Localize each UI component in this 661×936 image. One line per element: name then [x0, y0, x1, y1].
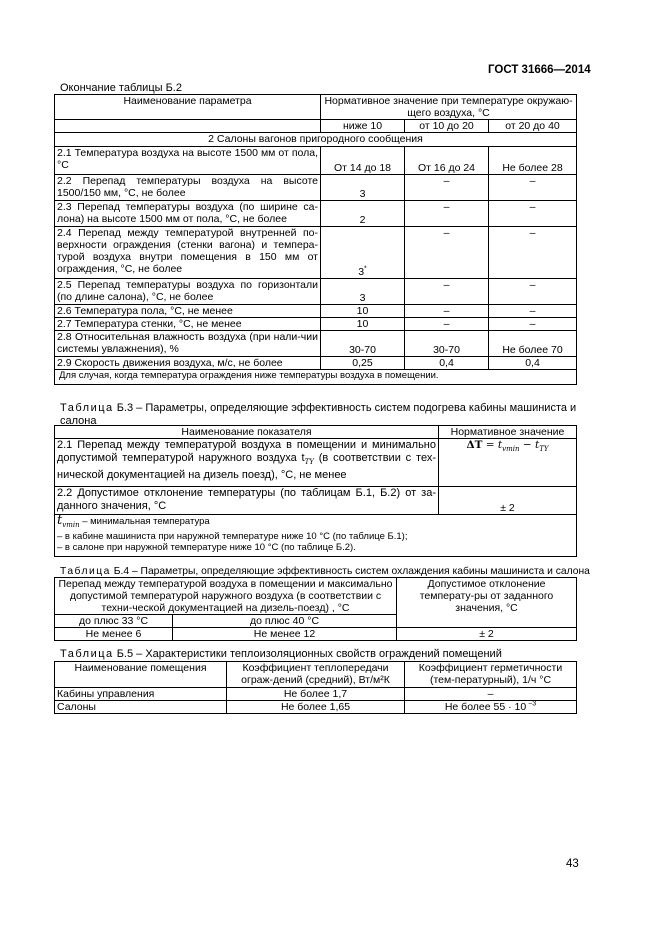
- table-b5-header-room: Наименование помещения: [55, 662, 227, 688]
- table-b2-header-norm: Нормативное значение при температуре окружаю-щего воздуха, °С: [321, 95, 577, 120]
- note-symbol: t: [57, 513, 63, 528]
- table-row: [55, 628, 577, 641]
- value-below10: 3: [321, 175, 405, 201]
- value-below10: 2: [321, 201, 405, 227]
- table-b2-continuation-label: Окончание таблицы Б.2: [60, 82, 182, 94]
- table-b4-sub-33: до плюс 33 °С: [55, 615, 173, 628]
- table-b4-header-deviation: Допустимое отклонение температу-ры от заданного значения, °С: [397, 578, 577, 628]
- table-b2-header-20-40: от 20 до 40: [489, 120, 577, 133]
- value-20-40: –: [489, 279, 577, 305]
- seal-coefficient: –: [405, 688, 577, 701]
- formula-part: − t: [519, 439, 540, 451]
- note-line: – в кабине машиниста при наружной температуре ниже 10 °С (по таблице Б.1);: [57, 530, 408, 542]
- table-b2-footnote: Для случая, когда температура ограждения ниже температуры воздуха в помещении.: [55, 370, 577, 385]
- caption-text: Б.3 – Параметры, определяющие эффективность систем подогрева кабины машиниста и салона: [60, 402, 577, 427]
- value-20-40: Не более 70: [489, 331, 577, 357]
- row-name: 2.6 Температура пола, °С, не менее: [55, 305, 321, 318]
- table-b3-header-name: Наименование показателя: [55, 426, 439, 439]
- table-label: Таблица: [60, 648, 114, 660]
- table-b5-header-seal: Коэффициент герметичности (тем-пературный), 1/ч °С: [405, 662, 577, 688]
- row-name: [55, 439, 439, 487]
- table-b2-header-below10: ниже 10: [321, 120, 405, 133]
- room-name: Салоны: [55, 701, 227, 714]
- value-number: 3: [358, 266, 365, 278]
- value-10-20: –: [405, 227, 489, 279]
- row-name: 2.7 Температура стенки, °С, не менее: [55, 318, 321, 331]
- note-line: – в салоне при наружной температуре ниже 10 °С (по таблице Б.2).: [57, 541, 356, 553]
- table-b5-header-heat: Коэффициент теплопередачи ограж-дений (средний), Вт/м²К: [227, 662, 405, 688]
- table-b3-note: [55, 515, 577, 557]
- table-label: Таблица: [60, 566, 111, 577]
- value-10-20: –: [405, 175, 489, 201]
- value-40: Не менее 12: [173, 628, 397, 641]
- value-10-20: –: [405, 201, 489, 227]
- row-name: 2.4 Перепад между температурой внутренней по-верхности ограждения (стенки вагона) и темпера-турой воздуха внутри помещения в 150 мм от ограждения, °С, не более: [55, 227, 321, 279]
- table-b4: [54, 577, 577, 641]
- formula-subscript: vmin: [502, 445, 520, 454]
- footnote-marker: *: [364, 265, 367, 273]
- seal-coefficient: [405, 701, 577, 714]
- page-number: 43: [566, 858, 579, 870]
- row-name: 2.5 Перепад температуры воздуха по горизонтали (по длине салона), °С, не более: [55, 279, 321, 305]
- value-33: Не менее 6: [55, 628, 173, 641]
- table-b2-header-param: Наименование параметра: [55, 95, 321, 120]
- value-20-40: –: [489, 227, 577, 279]
- value-below10: 30-70: [321, 331, 405, 357]
- row-name: 2.2 Допустимое отклонение температуры (по таблицам Б.1, Б.2) от за-данного значения, °С: [55, 487, 439, 515]
- table-b5: [54, 661, 577, 714]
- table-row: [55, 318, 577, 331]
- table-row: [55, 305, 577, 318]
- table-b2: [54, 94, 577, 385]
- table-row: [55, 701, 577, 714]
- value-below10: [321, 227, 405, 279]
- row-name: 2.2 Перепад температуры воздуха на высоте 1500/150 мм, °С, не более: [55, 175, 321, 201]
- value-20-40: –: [489, 201, 577, 227]
- row-name: 2.1 Температура воздуха на высоте 1500 мм от пола, °С: [55, 147, 321, 175]
- subscript: TY: [304, 458, 314, 467]
- value-10-20: –: [405, 318, 489, 331]
- formula: [439, 439, 577, 487]
- value-below10: 10: [321, 305, 405, 318]
- note-line: [57, 515, 574, 531]
- value-10-20: От 16 до 24: [405, 147, 489, 175]
- heat-coefficient: Не более 1,7: [227, 688, 405, 701]
- table-row: [55, 357, 577, 370]
- value-below10: 0,25: [321, 357, 405, 370]
- row-text-end: (в соответствии с тех-нической документацией на дизель поезд), °С, не менее: [57, 452, 436, 482]
- table-row: [55, 227, 577, 279]
- row-name: 2.9 Скорость движения воздуха, м/с, не более: [55, 357, 321, 370]
- value-20-40: 0,4: [489, 357, 577, 370]
- value-10-20: –: [405, 305, 489, 318]
- row-name: 2.3 Перепад температуры воздуха (по ширине са-лона) на высоте 1500 мм от пола, °С, не более: [55, 201, 321, 227]
- table-row: [55, 201, 577, 227]
- table-row: [55, 279, 577, 305]
- table-row: [55, 175, 577, 201]
- note-text: – минимальная температура: [79, 516, 210, 527]
- value-below10: 3: [321, 279, 405, 305]
- table-b3: [54, 425, 577, 557]
- row-value: ± 2: [439, 487, 577, 515]
- value-10-20: 30-70: [405, 331, 489, 357]
- formula-delta: ΔT: [466, 439, 483, 451]
- note-symbol-subscript: vmin: [62, 520, 80, 529]
- value-10-20: 0,4: [405, 357, 489, 370]
- table-row: [55, 331, 577, 357]
- table-row: [55, 688, 577, 701]
- caption-text: Б.5 – Характеристики теплоизоляционных свойств ограждений помещений: [116, 648, 502, 660]
- value-10-20: –: [405, 279, 489, 305]
- table-row: [55, 487, 577, 515]
- table-b5-caption: [60, 648, 502, 661]
- row-name: 2.8 Относительная влажность воздуха (при нали-чии системы увлажнения), %: [55, 331, 321, 357]
- table-label: Таблица: [60, 402, 114, 414]
- value-below10: 10: [321, 318, 405, 331]
- value-20-40: –: [489, 318, 577, 331]
- table-b3-header-norm: Нормативное значение: [439, 426, 577, 439]
- value-20-40: Не более 28: [489, 147, 577, 175]
- table-b4-header-diff: Перепад между температурой воздуха в помещении и максимально допустимой температурой наружного воздуха (в соответствии с техни-ческой документацией на дизель-поезд) , °С: [55, 578, 397, 615]
- seal-exponent: −3: [526, 700, 537, 708]
- formula-part: = t: [482, 439, 503, 451]
- document-code: ГОСТ 31666—2014: [488, 64, 591, 76]
- value-20-40: –: [489, 305, 577, 318]
- room-name: Кабины управления: [55, 688, 227, 701]
- table-b2-header-10-20: от 10 до 20: [405, 120, 489, 133]
- seal-value: Не более 55 · 10: [444, 701, 527, 713]
- value-20-40: –: [489, 175, 577, 201]
- table-b4-sub-40: до плюс 40 °С: [173, 615, 397, 628]
- caption-text: Б.4 – Параметры, определяющие эффективность систем охлаждения кабины машиниста и салона: [113, 566, 590, 577]
- table-b2-section-title: 2 Салоны вагонов пригородного сообщения: [55, 133, 577, 147]
- row-text: 2.1 Перепад между температурой воздуха в помещении и минимально допустимой температурой наружного воздуха t: [57, 439, 436, 464]
- table-row: [55, 439, 577, 487]
- value-below10: От 14 до 18: [321, 147, 405, 175]
- table-row: [55, 147, 577, 175]
- formula-subscript: TY: [539, 445, 549, 454]
- value-deviation: ± 2: [397, 628, 577, 641]
- heat-coefficient: Не более 1,65: [227, 701, 405, 714]
